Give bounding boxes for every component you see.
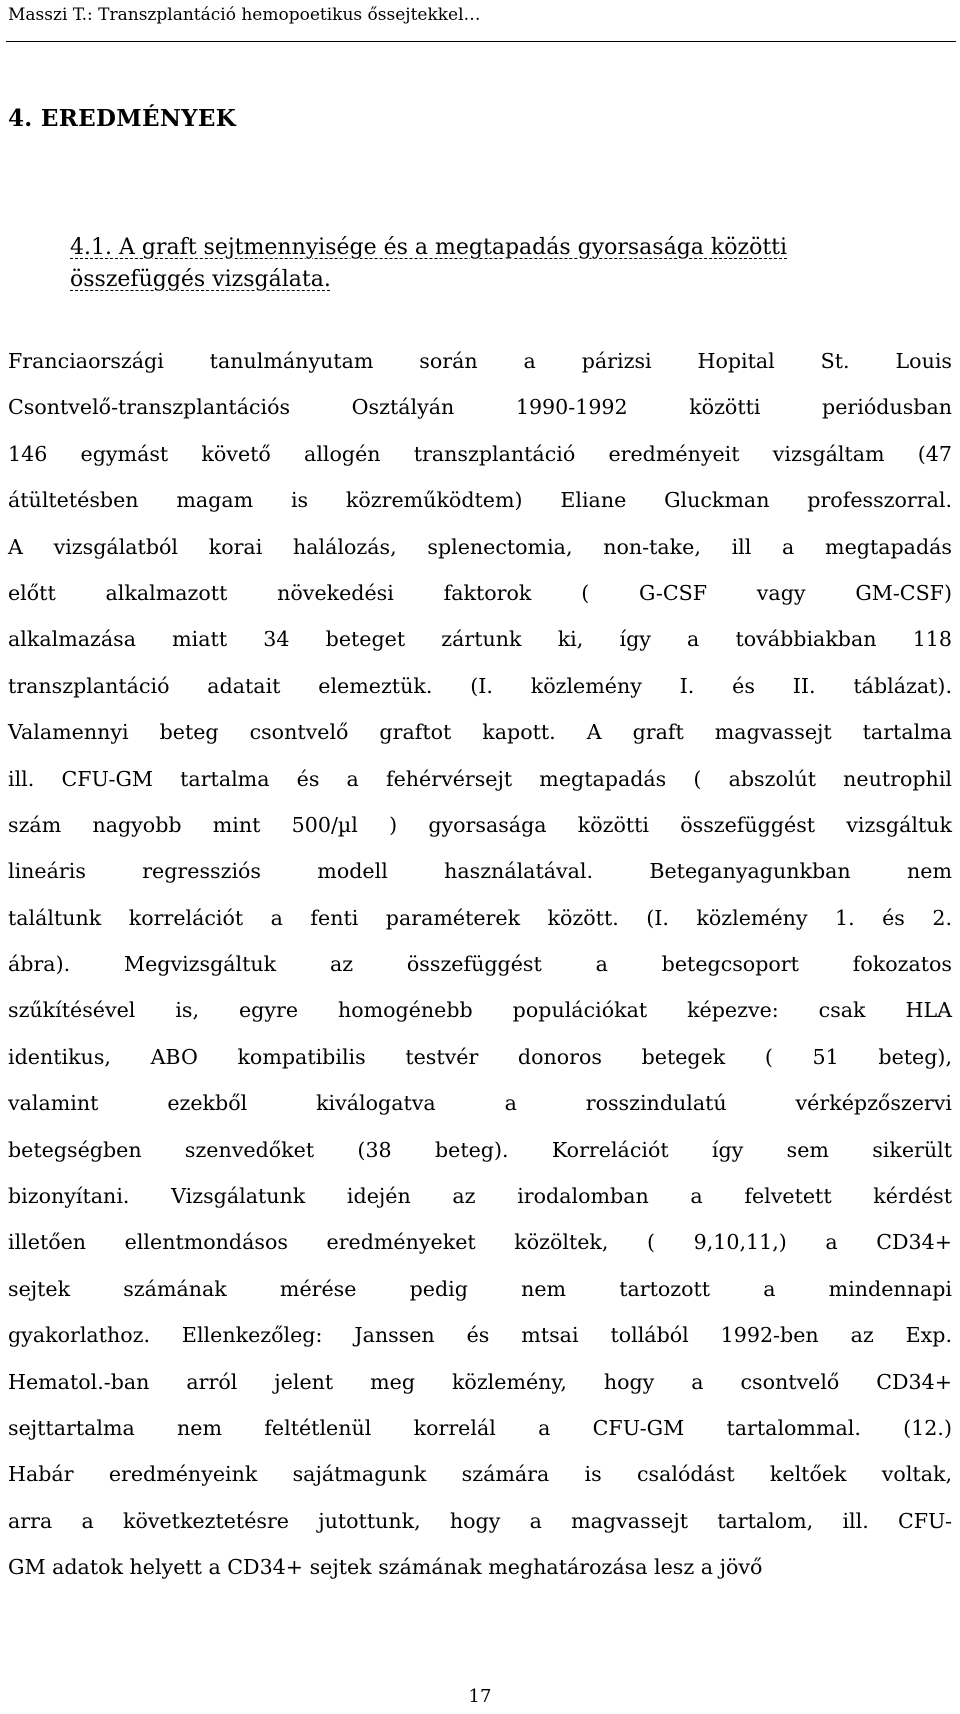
body-line: ábra). Megvizsgáltuk az összefüggést a betegcsoport fokozatos — [8, 952, 952, 977]
running-header: Masszi T.: Transzplantáció hemopoetikus őssejtekkel… — [8, 5, 481, 25]
body-line: Hematol.-ban arról jelent meg közlemény, hogy a csontvelő CD34+ — [8, 1369, 952, 1394]
body-line: 146 egymást követő allogén transzplantáció eredményeit vizsgáltam (47 — [8, 441, 952, 466]
section-title — [70, 232, 930, 296]
body-line: A vizsgálatból korai halálozás, splenectomia, non-take, ill a megtapadás — [8, 534, 952, 559]
body-line: Valamennyi beteg csontvelő graftot kapott. A graft magvassejt tartalma — [8, 720, 952, 745]
body-line: identikus, ABO kompatibilis testvér donoros betegek ( 51 beteg), — [8, 1044, 952, 1069]
header-rule — [6, 41, 956, 42]
body-paragraph — [8, 338, 952, 1591]
body-line: Csontvelő-transzplantációs Osztályán 1990-1992 közötti periódusban — [8, 395, 952, 420]
body-line: előtt alkalmazott növekedési faktorok ( G-CSF vagy GM-CSF) — [8, 580, 952, 605]
body-line: GM adatok helyett a CD34+ sejtek számának meghatározása lesz a jövő — [8, 1555, 763, 1580]
chapter-title: 4. EREDMÉNYEK — [8, 105, 236, 132]
body-line: szűkítésével is, egyre homogénebb populációkat képezve: csak HLA — [8, 998, 952, 1023]
body-line: Habár eredményeink sajátmagunk számára is csalódást keltőek voltak, — [8, 1462, 952, 1487]
body-line: szám nagyobb mint 500/µl ) gyorsasága közötti összefüggést vizsgáltuk — [8, 812, 952, 837]
body-line: illetően ellentmondásos eredményeket közöltek, ( 9,10,11,) a CD34+ — [8, 1230, 952, 1255]
body-line: betegségben szenvedőket (38 beteg). Korrelációt így sem sikerült — [8, 1137, 952, 1162]
body-line: ill. CFU-GM tartalma és a fehérvérsejt megtapadás ( abszolút neutrophil — [8, 766, 952, 791]
section-title-line-2: összefüggés vizsgálata. — [70, 267, 331, 292]
body-line: sejtek számának mérése pedig nem tartozott a mindennapi — [8, 1276, 952, 1301]
body-line: arra a következtetésre jutottunk, hogy a magvassejt tartalom, ill. CFU- — [8, 1508, 952, 1533]
body-line: átültetésben magam is közreműködtem) Eliane Gluckman professzorral. — [8, 488, 952, 513]
body-line: lineáris regressziós modell használatával. Beteganyagunkban nem — [8, 859, 952, 884]
body-line: valamint ezekből kiválogatva a rosszindulatú vérképzőszervi — [8, 1091, 952, 1116]
page-number: 17 — [468, 1686, 492, 1707]
body-line: bizonyítani. Vizsgálatunk idején az irodalomban a felvetett kérdést — [8, 1184, 952, 1209]
body-line: találtunk korrelációt a fenti paraméterek között. (I. közlemény 1. és 2. — [8, 905, 952, 930]
body-line: transzplantáció adatait elemeztük. (I. közlemény I. és II. táblázat). — [8, 673, 952, 698]
section-title-line-1: 4.1. A graft sejtmennyisége és a megtapadás gyorsasága közötti — [70, 235, 788, 260]
body-line: gyakorlathoz. Ellenkezőleg: Janssen és mtsai tollából 1992-ben az Exp. — [8, 1323, 952, 1348]
body-line: Franciaországi tanulmányutam során a párizsi Hopital St. Louis — [8, 349, 952, 373]
body-line: sejttartalma nem feltétlenül korrelál a CFU-GM tartalommal. (12.) — [8, 1415, 952, 1440]
body-line: alkalmazása miatt 34 beteget zártunk ki, így a továbbiakban 118 — [8, 627, 952, 652]
